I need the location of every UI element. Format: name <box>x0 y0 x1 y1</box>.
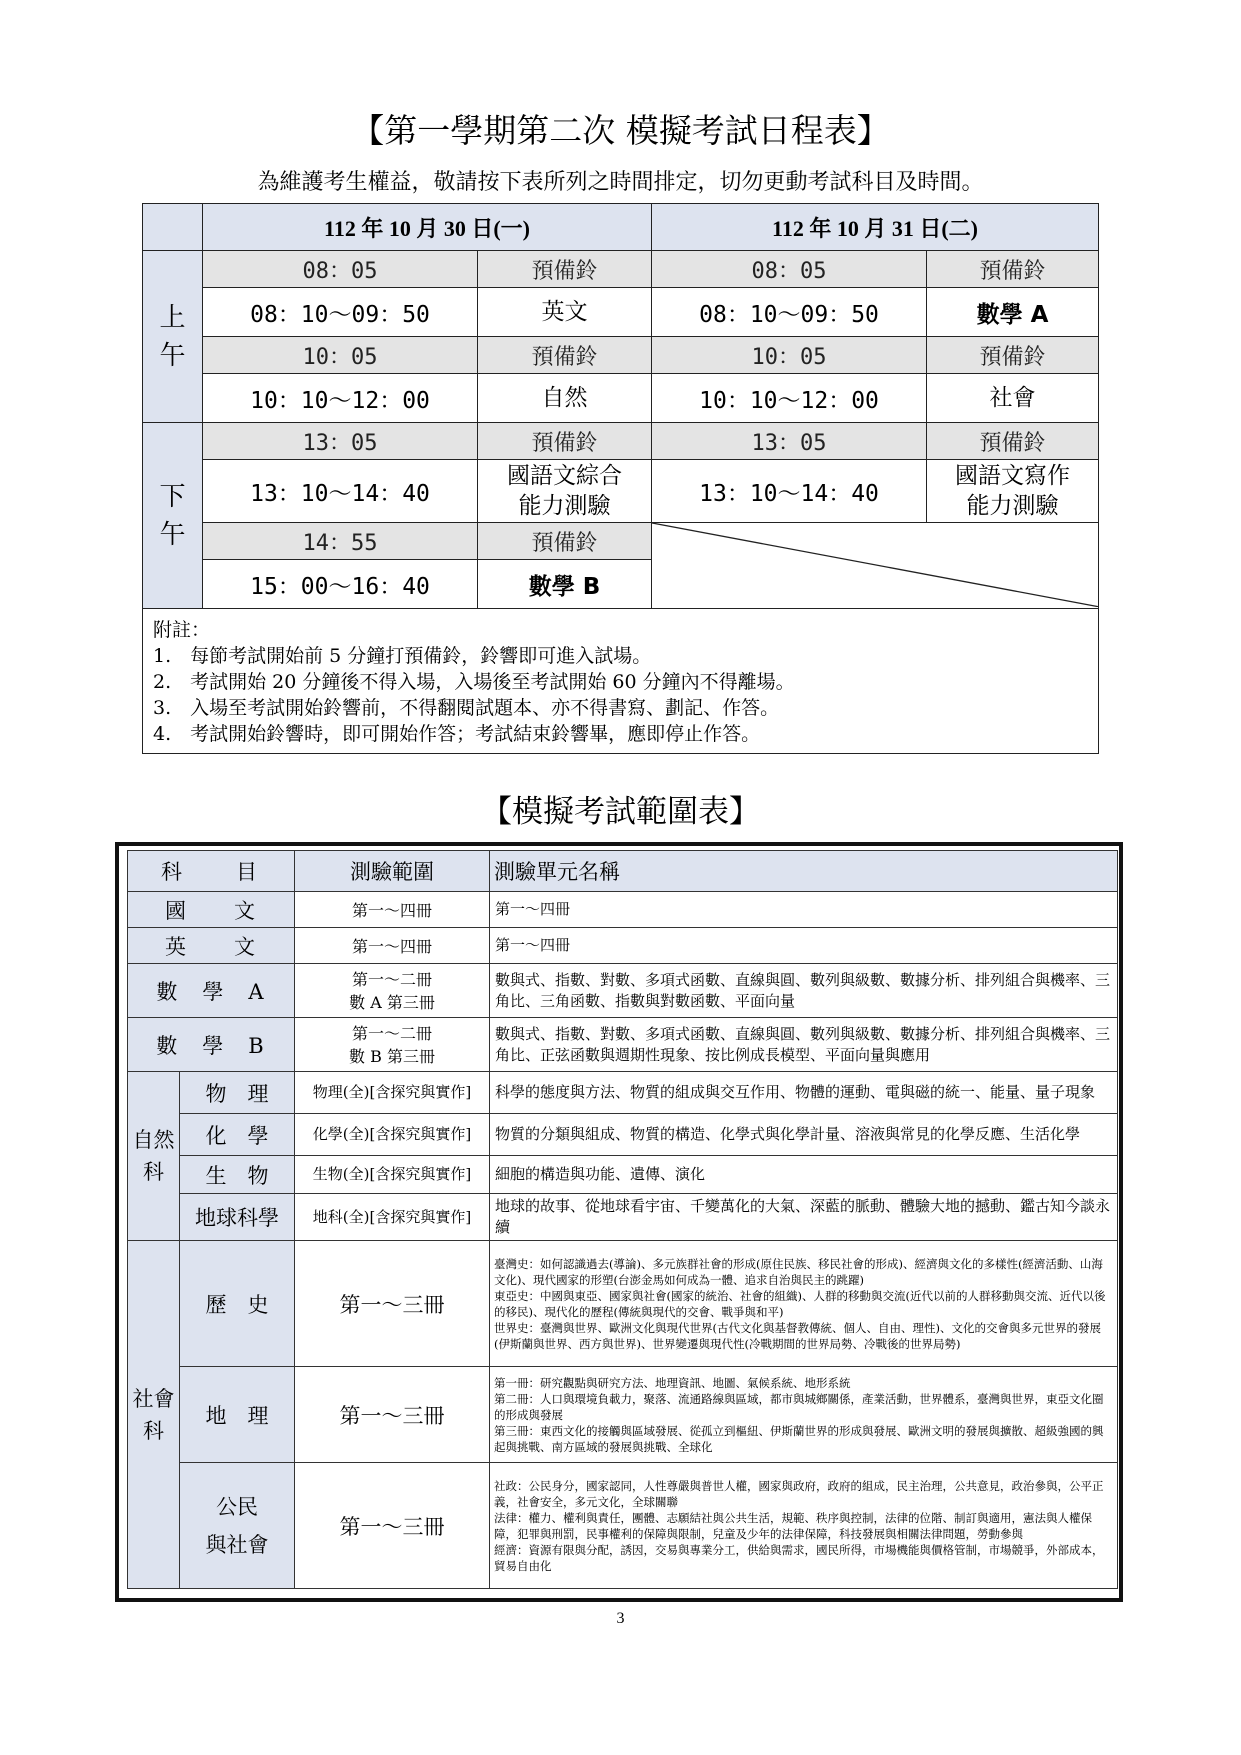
subject-cell: 地球科學 <box>180 1194 295 1241</box>
bell-time: 14：55 <box>203 523 478 560</box>
bell-label: 預備鈴 <box>478 251 652 288</box>
units-line: 社政：公民身分，國家認同，人性尊嚴與普世人權，國家與政府，政府的組成，民主治理，公共意見，政治參與，公平正義，社會安全，多元文化，全球關聯 <box>494 1478 1104 1509</box>
units-cell: 物質的分類與組成、物質的構造、化學式與化學計量、溶液與常見的化學反應、生活化學 <box>490 1114 1118 1156</box>
day1-header: 112 年 10 月 30 日(一) <box>203 204 652 251</box>
exam-subject: 社會 <box>927 374 1099 423</box>
social-group-label: 社會科 <box>132 1386 175 1443</box>
exam-subject-text: 國語文綜合能力測驗 <box>507 463 622 519</box>
exam-subject <box>478 460 652 523</box>
bell-label: 預備鈴 <box>927 251 1099 288</box>
morning-label-text: 上午 <box>159 302 186 371</box>
units-cell: 第一～四冊 <box>490 928 1118 964</box>
exam-subject: 數學 B <box>478 560 652 609</box>
units-line: 第一冊：研究觀點與研究方法、地理資訊、地圖、氣候系統、地形系統 <box>494 1375 851 1390</box>
scope-cell: 第一～四冊 <box>295 892 490 928</box>
bell-time: 08：05 <box>652 251 927 288</box>
exam-subject-text: 國語文寫作能力測驗 <box>955 463 1071 519</box>
scope-cell: 化學(全)[含探究與實作] <box>295 1114 490 1156</box>
units-cell: 科學的態度與方法、物質的組成與交互作用、物體的運動、電與磁的統一、能量、量子現象 <box>490 1072 1118 1114</box>
units-line: 第二冊：人口與環境負載力，聚落、流通路線與區域，都市與城鄉關係，產業活動，世界體系，臺灣與世界，東亞文化圈的形成與發展 <box>494 1391 1104 1422</box>
note-item: 1. 每節考試開始前 5 分鐘打預備鈴，鈴響即可進入試場。 <box>153 645 652 667</box>
note-item: 3. 入場至考試開始鈴響前，不得翻閱試題本、亦不得書寫、劃記、作答。 <box>153 697 780 719</box>
exam-time: 10：10～12：00 <box>203 374 478 423</box>
scope-cell: 第一～二冊 數 A 第三冊 <box>295 964 490 1018</box>
day2-header: 112 年 10 月 31 日(二) <box>652 204 1099 251</box>
bell-time: 13：05 <box>652 423 927 460</box>
scope-cell: 生物(全)[含探究與實作] <box>295 1156 490 1194</box>
subject-cell: 歷 史 <box>180 1241 295 1367</box>
subject-cell: 化 學 <box>180 1114 295 1156</box>
corner-cell <box>143 204 203 251</box>
exam-subject: 數學 A <box>927 288 1099 337</box>
note-item: 4. 考試開始鈴響時，即可開始作答；考試結束鈴響畢，應即停止作答。 <box>153 723 761 745</box>
empty-slot <box>652 523 1099 609</box>
header-units: 測驗單元名稱 <box>490 851 1118 892</box>
units-line: 臺灣史：如何認識過去(導論)、多元族群社會的形成(原住民族、移民社會的形成)、經濟與文化的多樣性(經濟活動、山海文化)、現代國家的形塑(台澎金馬如何成為一體、追求自治與民主的跳躍) <box>494 1256 1103 1287</box>
bell-time: 13：05 <box>203 423 478 460</box>
header-subject: 科 目 <box>128 851 295 892</box>
units-cell: 數與式、指數、對數、多項式函數、直線與圓、數列與級數、數據分析、排列組合與機率、三角比、正弦函數與週期性現象、按比例成長模型、平面向量與應用 <box>490 1018 1118 1072</box>
subject-cell: 生 物 <box>180 1156 295 1194</box>
units-line: 第三冊：東西文化的接觸與區域發展、從孤立到樞紐、伊斯蘭世界的形成與發展、歐洲文明的發展與擴散、超級強國的興起與挑戰、南方區域的發展與挑戰、全球化 <box>494 1423 1104 1454</box>
schedule-subtitle: 為維護考生權益，敬請按下表所列之時間排定，切勿更動考試科目及時間。 <box>257 170 984 195</box>
notes <box>143 609 1099 754</box>
units-cell: 數與式、指數、對數、多項式函數、直線與圓、數列與級數、數據分析、排列組合與機率、三角比、三角函數、指數與對數函數、平面向量 <box>490 964 1118 1018</box>
units-line: 東亞史：中國與東亞、國家與社會(國家的統治、社會的組織)、人群的移動與交流(近代以前的人群移動與交流、近代以後的移民)、現代化的歷程(傳統與現代的交會、戰爭與和平) <box>494 1288 1106 1319</box>
exam-time: 15：00～16：40 <box>203 560 478 609</box>
page-number: 3 <box>616 1610 625 1627</box>
subject-cell: 公民 與社會 <box>180 1463 295 1589</box>
exam-time: 08：10～09：50 <box>652 288 927 337</box>
range-title: 【模擬考試範圍表】 <box>481 794 760 830</box>
units-cell <box>490 1367 1118 1463</box>
note-item: 2. 考試開始 20 分鐘後不得入場，入場後至考試開始 60 分鐘內不得離場。 <box>153 671 795 693</box>
subject-cell: 數 學 A <box>128 964 295 1018</box>
units-cell <box>490 1241 1118 1367</box>
units-line: 法律：權力、權利與責任，團體、志願結社與公共生活，規範、秩序與控制，法律的位階、制訂與適用，憲法與人權保障，犯罪與刑罰，民事權利的保障與限制，兒童及少年的法律保障，科技發展與相關法律問題，勞動參與 <box>494 1510 1092 1541</box>
notes-title: 附註： <box>153 619 211 641</box>
scope-cell: 第一～二冊 數 B 第三冊 <box>295 1018 490 1072</box>
bell-time: 10：05 <box>203 337 478 374</box>
range-frame <box>115 842 1123 1602</box>
exam-time: 13：10～14：40 <box>652 460 927 523</box>
scope-cell: 物理(全)[含探究與實作] <box>295 1072 490 1114</box>
subject-cell: 國 文 <box>128 892 295 928</box>
bell-label: 預備鈴 <box>927 423 1099 460</box>
subject-cell: 英 文 <box>128 928 295 964</box>
morning-label <box>143 251 203 423</box>
scope-cell: 第一～三冊 <box>295 1463 490 1589</box>
bell-time: 10：05 <box>652 337 927 374</box>
subject-cell: 物 理 <box>180 1072 295 1114</box>
header-scope: 測驗範圍 <box>295 851 490 892</box>
subject-cell: 數 學 B <box>128 1018 295 1072</box>
bell-label: 預備鈴 <box>478 523 652 560</box>
bell-label: 預備鈴 <box>478 423 652 460</box>
exam-time: 08：10～09：50 <box>203 288 478 337</box>
units-cell: 第一～四冊 <box>490 892 1118 928</box>
range-table <box>127 850 1118 1589</box>
scope-cell: 第一～四冊 <box>295 928 490 964</box>
units-cell: 地球的故事、從地球看宇宙、千變萬化的大氣、深藍的脈動、體驗大地的撼動、鑑古知今談永續 <box>490 1194 1118 1241</box>
schedule-table <box>142 203 1099 754</box>
exam-subject <box>927 460 1099 523</box>
scope-cell: 地科(全)[含探究與實作] <box>295 1194 490 1241</box>
subject-cell: 地 理 <box>180 1367 295 1463</box>
exam-subject: 英文 <box>478 288 652 337</box>
exam-subject: 自然 <box>478 374 652 423</box>
bell-label: 預備鈴 <box>478 337 652 374</box>
science-group-label: 自然科 <box>132 1128 175 1184</box>
scope-cell: 第一～三冊 <box>295 1241 490 1367</box>
afternoon-label <box>143 423 203 609</box>
scope-cell: 第一～三冊 <box>295 1367 490 1463</box>
diagonal-line <box>652 523 1099 607</box>
afternoon-label-text: 下午 <box>159 481 186 550</box>
units-line: 經濟：資源有限與分配，誘因，交易與專業分工，供給與需求，國民所得，市場機能與價格管制，市場競爭，外部成本，貿易自由化 <box>494 1542 1104 1573</box>
bell-time: 08：05 <box>203 251 478 288</box>
units-cell <box>490 1463 1118 1589</box>
schedule-title: 【第一學期第二次 模擬考試日程表】 <box>351 111 890 150</box>
exam-time: 13：10～14：40 <box>203 460 478 523</box>
social-group <box>128 1241 180 1589</box>
science-group <box>128 1072 180 1241</box>
bell-label: 預備鈴 <box>927 337 1099 374</box>
exam-time: 10：10～12：00 <box>652 374 927 423</box>
units-cell: 細胞的構造與功能、遺傳、演化 <box>490 1156 1118 1194</box>
units-line: 世界史：臺灣與世界、歐洲文化與現代世界(古代文化與基督教傳統、個人、自由、理性)、文化的交會與多元世界的發展(伊斯蘭與世界、西方與世界)、世界變遷與現代性(冷戰期間的世界局勢、冷戰後的世界局勢) <box>494 1320 1101 1351</box>
